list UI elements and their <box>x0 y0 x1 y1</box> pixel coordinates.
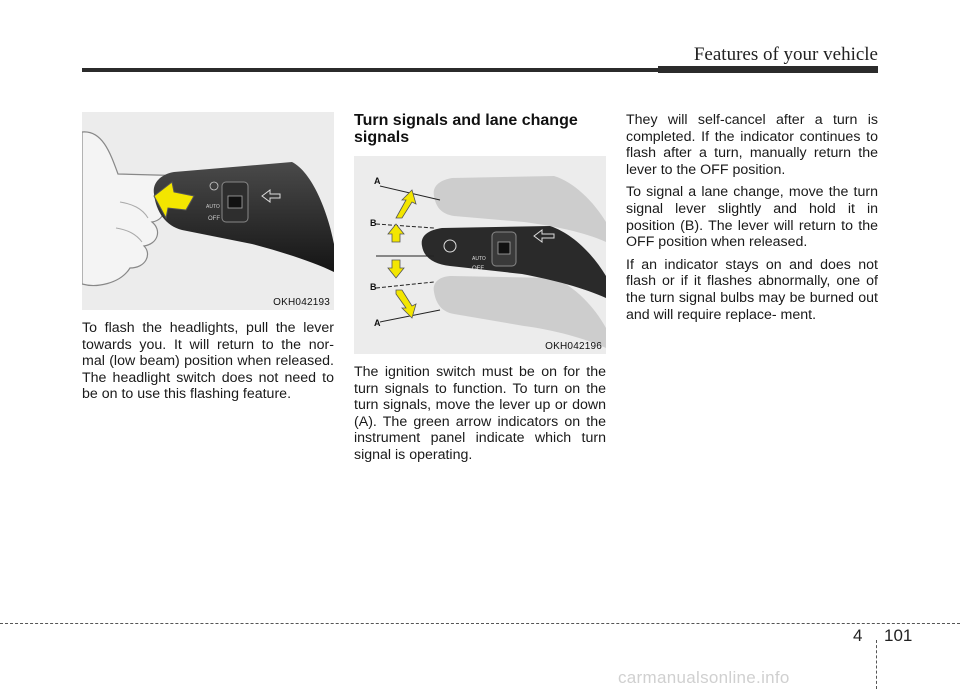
svg-text:OFF: OFF <box>208 216 220 222</box>
bulb-warning-paragraph: If an indicator stays on and does not flash or if it flashes abnormally, one of the turn signal bulbs may be burned out and will require replace- ment. <box>626 256 878 323</box>
arrow-up-curved <box>396 190 416 218</box>
self-cancel-paragraph: They will self-cancel after a turn is completed. If the indicator continues to flash after a turn, manually return the lever to the OFF position. <box>626 112 878 178</box>
label-b-bottom: B <box>370 282 377 292</box>
page-number: 101 <box>884 626 913 645</box>
footer-vertical-rule <box>876 640 877 689</box>
arrow-down-curved <box>396 290 416 318</box>
chapter-number: 4 <box>853 626 863 645</box>
column-left <box>82 320 334 409</box>
label-a-bottom: A <box>374 318 381 328</box>
label-a-top: A <box>374 176 381 186</box>
figure-code: OKH042193 <box>273 297 330 308</box>
section-heading-turn-signals: Turn signals and lane change signals <box>354 112 578 146</box>
column-right <box>626 112 878 329</box>
svg-text:AUTO: AUTO <box>206 204 220 210</box>
turn-signal-paragraph: The ignition switch must be on for the turn signals to function. To turn on the turn signals, move the lever up or down (A). The green arrow indicators on the instrument panel indicate which turn signal is operating. <box>354 364 606 463</box>
figure-headlight-flash <box>82 112 334 310</box>
svg-text:OFF: OFF <box>472 266 484 272</box>
label-b-top: B <box>370 218 377 228</box>
flash-paragraph: To flash the headlights, pull the lever towards you. It will return to the nor- mal (low beam) position when released. The headlight switch does not need to be on to use this flashing feature. <box>82 320 334 403</box>
svg-text:AUTO: AUTO <box>472 256 486 262</box>
figure-turn-signals <box>354 156 606 354</box>
page-header-title: Features of your vehicle <box>693 44 878 65</box>
figure-code: OKH042196 <box>545 341 602 352</box>
header-rule-accent <box>658 66 878 73</box>
column-middle <box>354 364 606 470</box>
arrow-up <box>388 224 404 242</box>
lane-change-paragraph: To signal a lane change, move the turn signal lever slightly and hold it in position (B). The lever will return to the OFF position when released. <box>626 184 878 251</box>
arrow-down <box>388 260 404 278</box>
turn-signal-illustration <box>354 156 606 354</box>
watermark: carmanualsonline.info <box>618 668 790 687</box>
footer-dashed-rule <box>0 623 960 624</box>
headlight-flash-illustration <box>82 112 334 310</box>
